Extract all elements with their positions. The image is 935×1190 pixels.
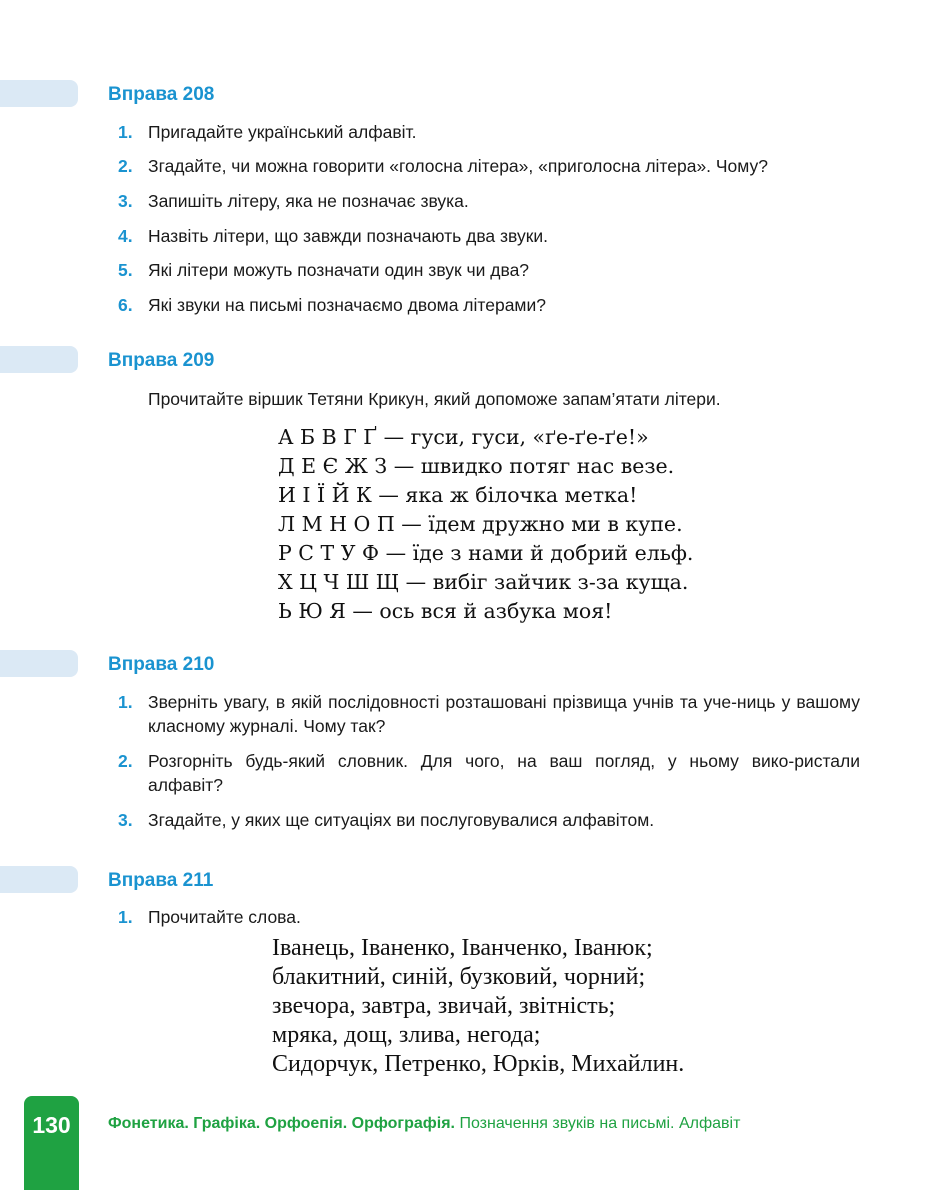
list-item — [118, 905, 860, 929]
list-item — [118, 749, 860, 797]
item-number: 2. — [118, 751, 133, 771]
word-row: Сидорчук, Петренко, Юрків, Михайлин. — [272, 1051, 685, 1077]
word-row: мряка, дощ, злива, негода; — [272, 1022, 541, 1048]
section-tab-marker — [0, 650, 78, 677]
exercise-208-title: Вправа 208 — [108, 84, 215, 105]
word-row: звечора, завтра, звичай, звітність; — [272, 993, 616, 1019]
list-item — [118, 293, 860, 317]
poem-line: Ь Ю Я — ось вся й азбука моя! — [278, 599, 613, 623]
item-text: Запишіть літеру, яка не позначає звука. — [148, 191, 469, 211]
item-text: Прочитайте слова. — [148, 907, 301, 927]
list-item — [118, 258, 860, 293]
list-item — [118, 690, 860, 738]
item-number: 3. — [118, 191, 133, 211]
item-number: 2. — [118, 156, 133, 176]
item-text: Які звуки на письмі позначаємо двома літерами? — [148, 295, 546, 315]
page-number: 130 — [32, 1112, 71, 1138]
section-tab-marker — [0, 80, 78, 107]
item-text: Які літери можуть позначати один звук чи два? — [148, 260, 530, 280]
item-number: 1. — [118, 907, 133, 927]
poem-line: Д Е Є Ж З — швидко потяг нас везе. — [278, 454, 675, 478]
section-tab-marker — [0, 866, 78, 893]
exercise-208-list — [118, 120, 860, 317]
list-item — [118, 224, 860, 258]
item-number: 3. — [118, 810, 133, 830]
item-text: Згадайте, у яких ще ситуаціях ви послуговувалися алфавітом. — [148, 810, 655, 830]
item-number: 5. — [118, 260, 133, 280]
exercise-210-title: Вправа 210 — [108, 654, 215, 675]
list-item — [118, 120, 860, 154]
list-item — [118, 189, 860, 224]
item-text: Назвіть літери, що завжди позначають два звуки. — [148, 226, 548, 246]
poem-line: И І Ї Й К — яка ж білочка метка! — [278, 483, 638, 507]
item-text: Згадайте, чи можна говорити «голосна літера», «приголосна літера». Чому? — [148, 156, 769, 176]
item-number: 1. — [118, 122, 133, 142]
item-number: 6. — [118, 295, 133, 315]
item-text: Зверніть увагу, в якій послідовності розташовані прізвища учнів та уче-ниць у вашому класному журналі. Чому так? — [148, 692, 860, 736]
word-row: блакитний, синій, бузковий, чорний; — [272, 964, 646, 990]
exercise-211-title: Вправа 211 — [108, 870, 214, 891]
exercise-209-title: Вправа 209 — [108, 350, 215, 371]
list-item — [118, 808, 860, 832]
poem-line: А Б В Г Ґ — гуси, гуси, «ґе-ґе-ґе!» — [278, 425, 649, 449]
running-footer — [108, 1115, 740, 1133]
poem-line: Х Ц Ч Ш Щ — вибіг зайчик з-за куща. — [278, 570, 689, 594]
exercise-209-intro: Прочитайте віршик Тетяни Крикун, який допоможе запам’ятати літери. — [148, 389, 721, 409]
list-item — [118, 154, 860, 189]
footer-topic: Позначення звуків на письмі. Алфавіт — [459, 1115, 741, 1132]
poem — [278, 423, 693, 626]
item-number: 1. — [118, 692, 133, 712]
word-list — [272, 934, 684, 1079]
item-number: 4. — [118, 226, 133, 246]
exercise-210-list — [118, 690, 860, 832]
item-text: Пригадайте український алфавіт. — [148, 122, 417, 142]
exercise-211-list — [118, 905, 860, 929]
page-number-badge — [24, 1096, 79, 1190]
footer-section: Фонетика. Графіка. Орфоепія. Орфографія. — [108, 1115, 455, 1132]
item-text: Розгорніть будь-який словник. Для чого, на ваш погляд, у ньому вико-ристали алфавіт? — [148, 751, 860, 795]
word-row: Іванець, Іваненко, Іванченко, Іванюк; — [272, 935, 653, 961]
poem-line: Л М Н О П — їдем дружно ми в купе. — [278, 512, 683, 536]
poem-line: Р С Т У Ф — їде з нами й добрий ельф. — [278, 541, 694, 565]
section-tab-marker — [0, 346, 78, 373]
